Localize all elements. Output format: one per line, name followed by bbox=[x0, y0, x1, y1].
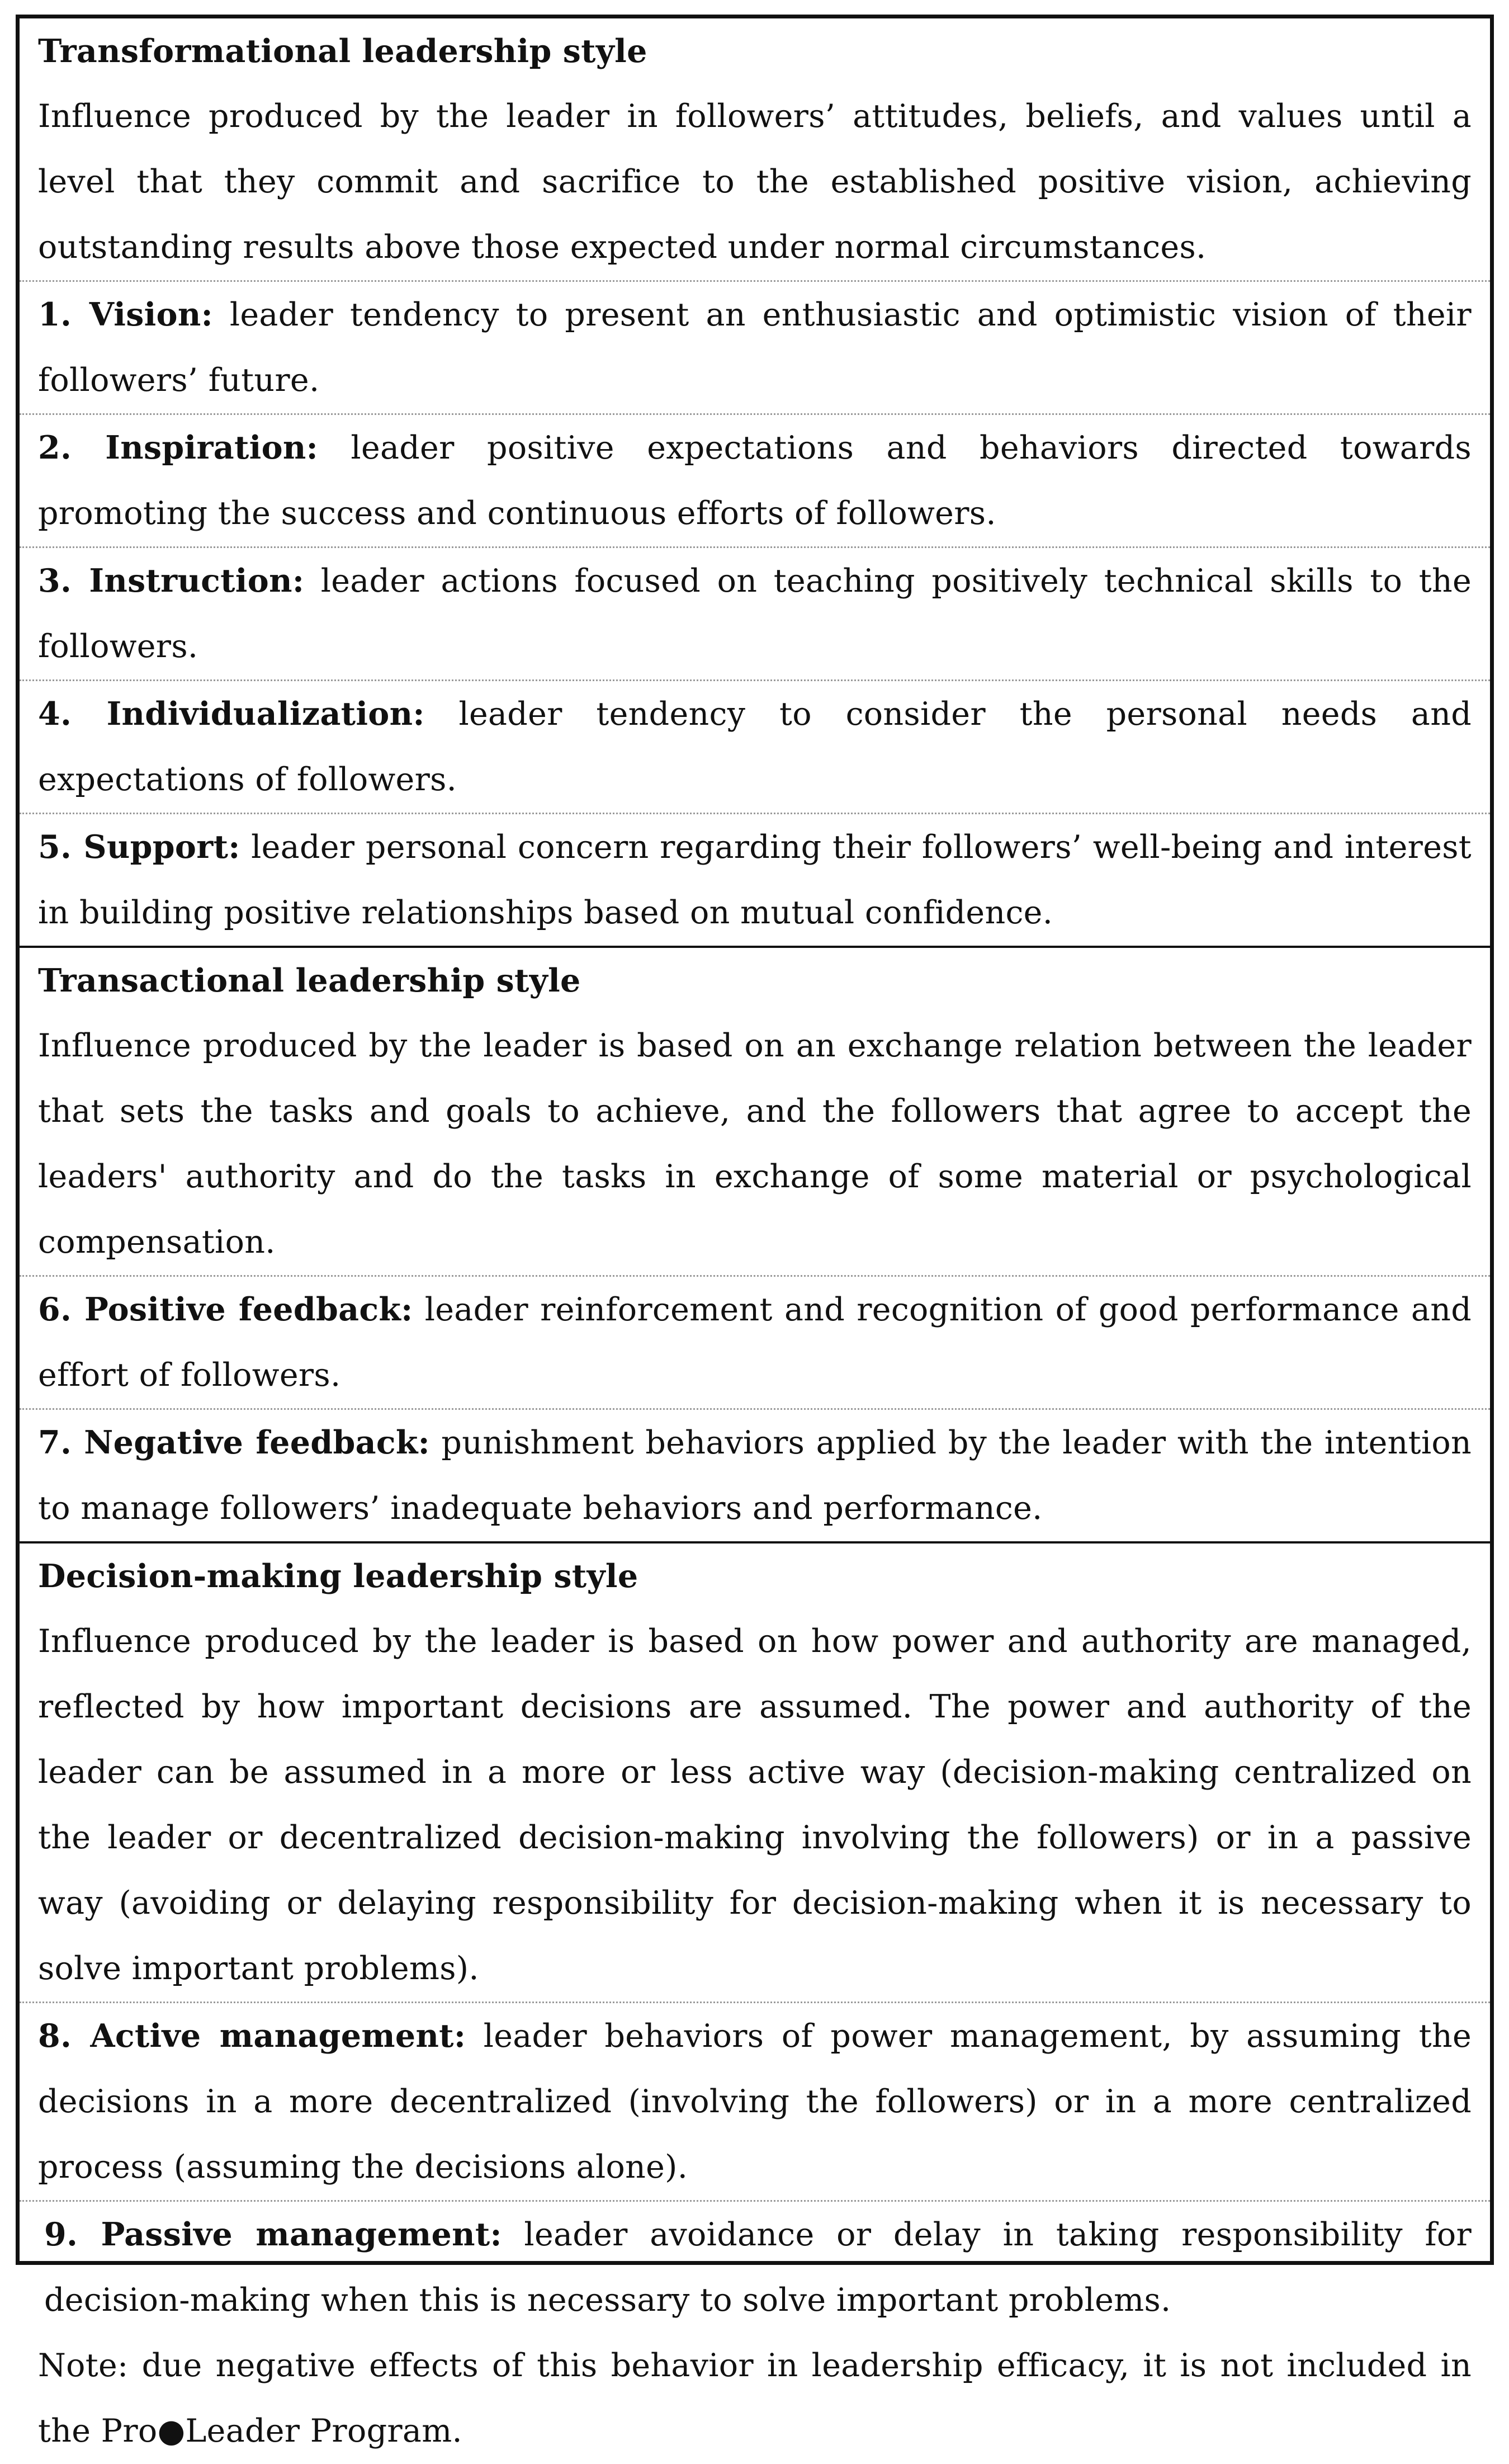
item-label: 8. Active management: bbox=[38, 2017, 466, 2055]
item-text: leader personal concern regarding their followers’ well-being and interest in building positive relationships based on mutual confidence. bbox=[38, 829, 1472, 931]
item-label: 7. Negative feedback: bbox=[38, 1424, 430, 1461]
section-heading: Transformational leadership style bbox=[38, 32, 647, 70]
item-inspiration bbox=[20, 413, 1490, 546]
item-text: leader tendency to consider the personal needs and expectations of followers. bbox=[38, 696, 1472, 798]
section-heading: Transactional leadership style bbox=[38, 962, 581, 999]
item-text: leader positive expectations and behaviors directed towards promoting the success and continuous efforts of followers. bbox=[38, 429, 1472, 532]
item-label: 3. Instruction: bbox=[38, 562, 305, 600]
item-support bbox=[20, 813, 1490, 946]
section-heading: Decision-making leadership style bbox=[38, 1557, 638, 1595]
item-label: 2. Inspiration: bbox=[38, 429, 318, 466]
section-header bbox=[20, 18, 1490, 280]
passive-management-body bbox=[38, 2202, 1472, 2333]
item-text: leader tendency to present an enthusiastic and optimistic vision of their followers’ future. bbox=[38, 296, 1472, 399]
item-text: punishment behaviors applied by the leader with the intention to manage followers’ inadequate behaviors and performance. bbox=[38, 1424, 1472, 1527]
item-label: 9. Passive management: bbox=[44, 2216, 502, 2253]
item-label: 4. Individualization: bbox=[38, 695, 425, 733]
item-active-management bbox=[20, 2002, 1490, 2200]
item-negative-feedback bbox=[20, 1408, 1490, 1541]
item-label: 1. Vision: bbox=[38, 296, 213, 333]
section-description: Influence produced by the leader is based on an exchange relation between the leader that sets the tasks and goals to achieve, and the followers that agree to accept the leaders' authority and do the tasks in exchange of some material or psychological compensation. bbox=[38, 1027, 1472, 1261]
item-text: leader avoidance or delay in taking responsibility for decision-making when this is necessary to solve important problems. bbox=[44, 2216, 1472, 2319]
item-label: 5. Support: bbox=[38, 828, 240, 866]
item-individualization bbox=[20, 679, 1490, 813]
section-transactional bbox=[20, 946, 1490, 1541]
item-text: leader actions focused on teaching positively technical skills to the followers. bbox=[38, 563, 1472, 665]
item-label: 6. Positive feedback: bbox=[38, 1291, 413, 1328]
item-vision bbox=[20, 280, 1490, 413]
leadership-styles-table bbox=[16, 15, 1494, 2449]
section-decision-making bbox=[20, 1541, 1490, 2464]
item-instruction bbox=[20, 546, 1490, 679]
section-description: Influence produced by the leader is based on how power and authority are managed, reflected by how important decisions are assumed. The power and authority of the leader can be assumed in a more or less active way (decision-making centralized on the leader or decentralized decision-making involving the followers) or in a passive way (avoiding or delaying responsibility for decision-making when it is necessary to solve important problems). bbox=[38, 1623, 1472, 1987]
item-positive-feedback bbox=[20, 1275, 1490, 1408]
item-passive-management bbox=[20, 2200, 1490, 2464]
section-header bbox=[20, 1543, 1490, 2002]
item-text: leader reinforcement and recognition of good performance and effort of followers. bbox=[38, 1291, 1472, 1394]
section-header bbox=[20, 948, 1490, 1275]
section-transformational bbox=[20, 18, 1490, 946]
section-note: Note: due negative effects of this behavior in leadership efficacy, it is not included in the Pro●Leader Program. bbox=[38, 2347, 1472, 2449]
section-description: Influence produced by the leader in followers’ attitudes, beliefs, and values until a level that they commit and sacrifice to the established positive vision, achieving outstanding results above those expected under normal circumstances. bbox=[38, 98, 1472, 266]
item-text: leader behaviors of power management, by assuming the decisions in a more decentralized (involving the followers) or in a more centralized process (assuming the decisions alone). bbox=[38, 2018, 1472, 2185]
